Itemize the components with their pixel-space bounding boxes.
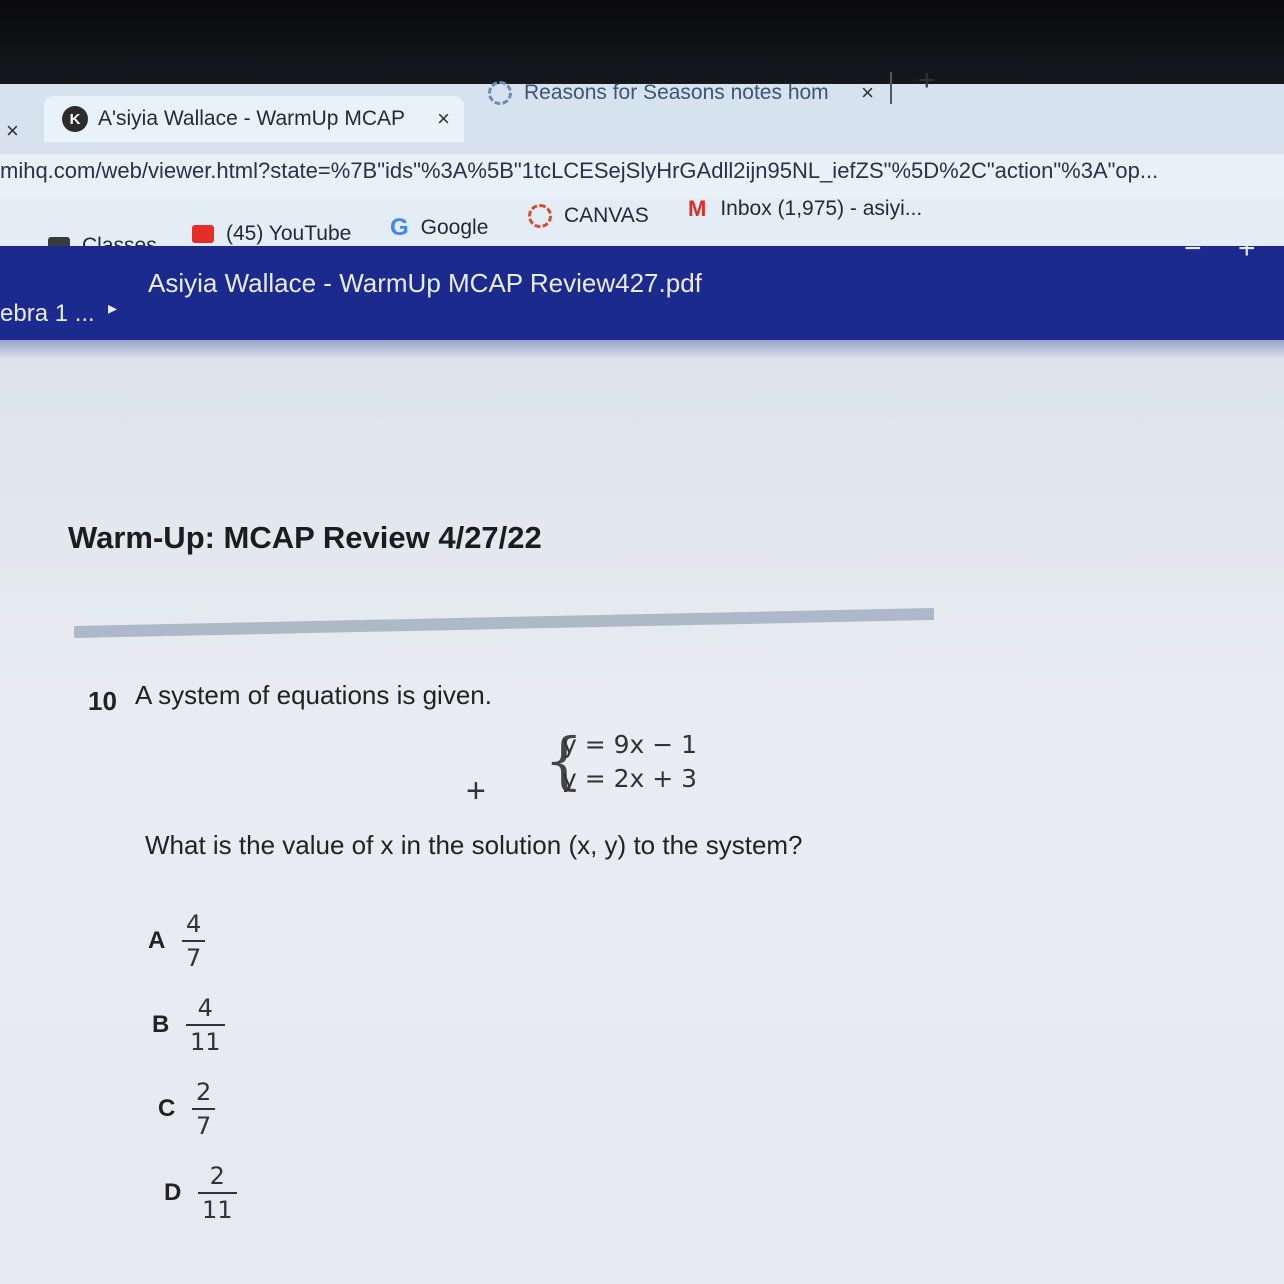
bookmark-canvas[interactable]	[528, 204, 649, 228]
tab-divider	[890, 72, 892, 104]
fraction-bar	[198, 1192, 237, 1194]
zoom-in-button[interactable]: +	[1238, 232, 1256, 265]
choice-letter: A	[148, 927, 166, 954]
close-icon[interactable]: ×	[437, 106, 450, 131]
close-icon[interactable]: ×	[861, 80, 874, 105]
tab-warmup-mcap[interactable]	[44, 96, 464, 142]
denominator: 11	[190, 1028, 221, 1056]
file-name: Asiyia Wallace - WarmUp MCAP Review427.pdf	[148, 268, 702, 298]
fraction	[182, 910, 205, 972]
fraction	[186, 994, 225, 1056]
fraction	[192, 1078, 215, 1140]
choice-b[interactable]	[152, 994, 225, 1056]
loading-icon	[488, 81, 512, 105]
equation-1: y = 9x − 1	[562, 730, 698, 759]
zoom-out-button[interactable]: −	[1184, 232, 1202, 265]
equation-2: y = 2x + 3	[562, 764, 698, 793]
tab-title: Reasons for Seasons notes hom	[524, 81, 829, 104]
fraction	[198, 1162, 237, 1224]
choice-letter: B	[152, 1011, 170, 1038]
tab-title: A'siyia Wallace - WarmUp MCAP	[98, 107, 405, 130]
header-shadow	[0, 340, 1284, 360]
bookmark-youtube[interactable]	[192, 222, 351, 246]
fraction-bar	[186, 1024, 225, 1026]
fraction-bar	[192, 1108, 215, 1110]
youtube-icon	[192, 225, 214, 243]
bookmark-google[interactable]	[390, 214, 488, 242]
question-number: 10	[88, 686, 117, 716]
choice-letter: D	[164, 1179, 182, 1206]
numerator: 2	[209, 1162, 225, 1190]
new-tab-button[interactable]: +	[918, 64, 936, 97]
denominator: 11	[202, 1196, 233, 1224]
numerator: 4	[197, 994, 213, 1022]
gmail-icon: M	[688, 196, 707, 221]
canvas-icon	[528, 204, 552, 228]
numerator: 2	[196, 1078, 212, 1106]
choice-a[interactable]	[148, 910, 205, 972]
bookmark-label: (45) YouTube	[226, 222, 352, 245]
google-icon: G	[390, 214, 409, 241]
crosshair-cursor-icon: +	[466, 772, 486, 810]
question-text: What is the value of x in the solution (x, y) to the system?	[145, 830, 803, 860]
bookmark-label: Google	[420, 216, 489, 239]
choice-letter: C	[158, 1095, 176, 1122]
bookmark-label: CANVAS	[564, 204, 649, 227]
denominator: 7	[186, 944, 202, 972]
close-tab-left-icon[interactable]: ×	[6, 118, 19, 143]
bookmark-label: Inbox (1,975) - asiyi...	[720, 197, 923, 220]
question-intro: A system of equations is given.	[135, 680, 492, 710]
tab-reasons-for-seasons[interactable]	[480, 70, 888, 116]
breadcrumb-parent[interactable]: ebra 1 ...	[0, 300, 95, 327]
denominator: 7	[196, 1112, 212, 1140]
choice-d[interactable]	[164, 1162, 237, 1224]
pdf-page[interactable]	[0, 358, 1284, 1284]
url-text[interactable]: mihq.com/web/viewer.html?state=%7B"ids"%3A%5B"1tcLCESejSlyHrGAdll2ijn95NL_iefZS"%5D%2C"action"%3A"op...	[0, 158, 1159, 183]
fraction-bar	[182, 940, 205, 942]
numerator: 4	[186, 910, 202, 938]
bookmark-gmail[interactable]	[688, 196, 922, 222]
choice-c[interactable]	[158, 1078, 215, 1140]
page-title: Warm-Up: MCAP Review 4/27/22	[68, 520, 542, 555]
kami-icon: K	[62, 106, 88, 132]
breadcrumb-separator-icon: ▸	[108, 298, 118, 318]
system-brace: {	[544, 724, 584, 797]
